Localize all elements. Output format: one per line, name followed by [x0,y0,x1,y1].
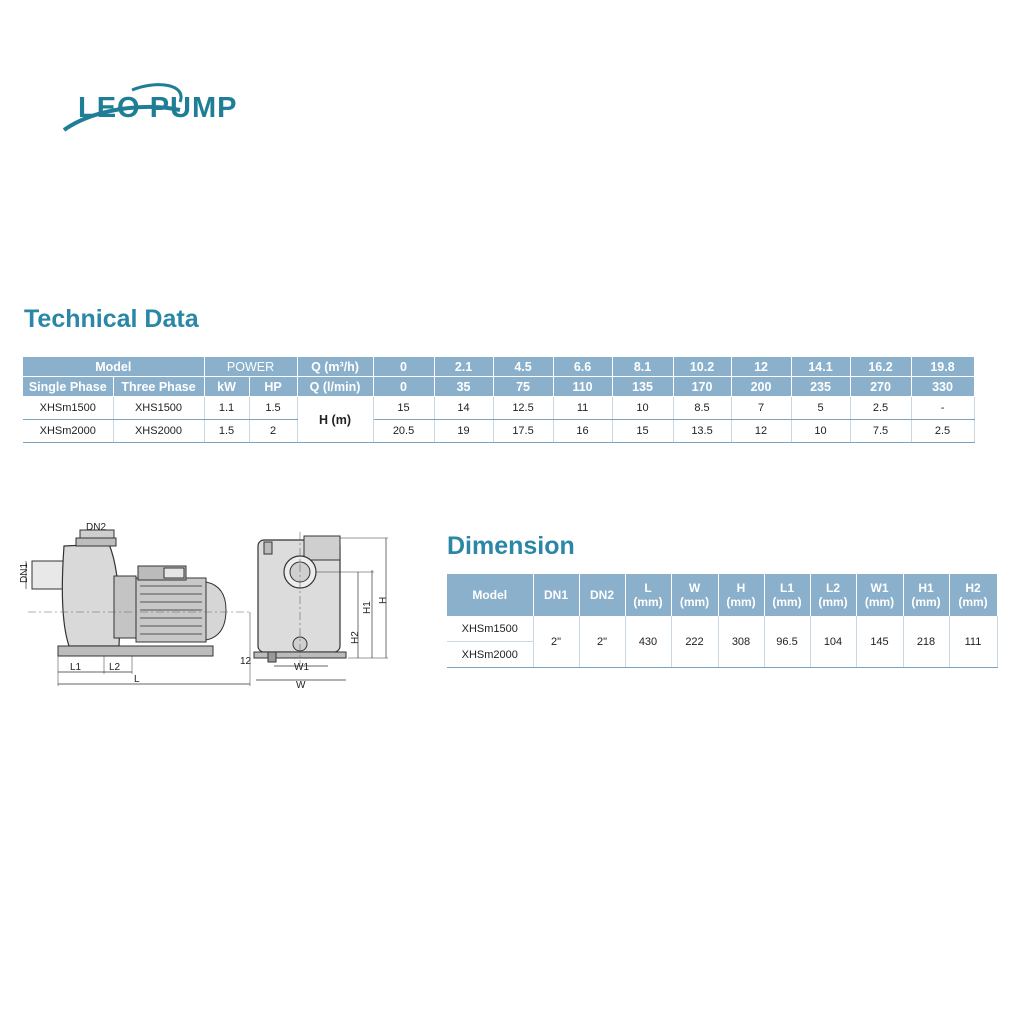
dim-header-cell: H1 (mm) [903,574,949,616]
dim-value-cell: 145 [856,616,903,668]
head-value: 15 [612,420,673,443]
flow-lmin-cell: 270 [850,377,911,397]
dim-header-cell: L (mm) [625,574,671,616]
kw-value: 1.5 [204,420,249,443]
head-value: - [911,397,974,420]
flow-lmin-cell: 235 [791,377,850,397]
dim-model-cell: XHSm2000 [447,642,533,668]
q-lmin-header: Q (l/min) [297,377,373,397]
h2-label: H2 [350,631,361,644]
three-phase-model: XHS2000 [113,420,204,443]
hp-value: 1.5 [249,397,297,420]
technical-data-table [23,357,975,443]
w1-label: W1 [294,662,309,673]
flow-m3h-cell: 0 [373,357,434,377]
height-12-label: 12 [240,656,252,667]
three-phase-header: Three Phase [113,377,204,397]
dim-header-cell: H (mm) [718,574,764,616]
head-value: 16 [553,420,612,443]
leo-pump-logo [62,80,272,136]
head-value: 17.5 [493,420,553,443]
dim-value-cell: 104 [810,616,856,668]
single-phase-model: XHSm1500 [23,397,113,420]
table-row [23,420,974,443]
dim-header-cell: DN1 [533,574,579,616]
flow-lmin-cell: 135 [612,377,673,397]
flow-m3h-cell: 10.2 [673,357,731,377]
flow-m3h-cell: 12 [731,357,791,377]
head-value: 20.5 [373,420,434,443]
dim-header-cell: DN2 [579,574,625,616]
flow-lmin-cell: 110 [553,377,612,397]
pump-front-view-drawing [238,532,398,692]
single-phase-header: Single Phase [23,377,113,397]
dim-header-cell: W (mm) [671,574,718,616]
dim-model-cell: XHSm1500 [447,616,533,642]
single-phase-model: XHSm2000 [23,420,113,443]
q-m3h-header: Q (m³/h) [297,357,373,377]
head-value: 15 [373,397,434,420]
head-value: 5 [791,397,850,420]
flow-m3h-cell: 19.8 [911,357,974,377]
hp-value: 2 [249,420,297,443]
table-row [23,397,974,420]
head-value: 7.5 [850,420,911,443]
dim-value-cell: 430 [625,616,671,668]
flow-m3h-cell: 16.2 [850,357,911,377]
dim-value-cell: 2" [533,616,579,668]
head-value: 13.5 [673,420,731,443]
flow-m3h-cell: 4.5 [493,357,553,377]
dim-header-cell: L1 (mm) [764,574,810,616]
pump-side-view-drawing [14,516,254,688]
logo-text: LEO PUMP [78,92,238,124]
technical-header-row-2 [23,377,974,397]
dim-value-cell: 96.5 [764,616,810,668]
flow-lmin-cell: 170 [673,377,731,397]
flow-m3h-cell: 8.1 [612,357,673,377]
flow-m3h-cell: 2.1 [434,357,493,377]
head-value: 2.5 [850,397,911,420]
l2-label: L2 [109,662,121,673]
kw-value: 1.1 [204,397,249,420]
h-label: H [378,596,389,604]
head-value: 8.5 [673,397,731,420]
dn1-label: DN1 [19,562,30,583]
head-value: 11 [553,397,612,420]
flow-m3h-cell: 6.6 [553,357,612,377]
flow-m3h-cell: 14.1 [791,357,850,377]
model-header: Model [23,357,204,377]
flow-lmin-cell: 200 [731,377,791,397]
head-value: 12.5 [493,397,553,420]
dim-header-cell: W1 (mm) [856,574,903,616]
head-value: 19 [434,420,493,443]
head-value: 10 [612,397,673,420]
dim-header-cell: Model [447,574,533,616]
dim-value-cell: 111 [949,616,997,668]
dim-header-cell: H2 (mm) [949,574,997,616]
dim-value-cell: 2" [579,616,625,668]
three-phase-model: XHS1500 [113,397,204,420]
dim-value-cell: 218 [903,616,949,668]
head-label: H (m) [297,397,373,443]
technical-header-row-1 [23,357,974,377]
dim-value-cell: 222 [671,616,718,668]
flow-lmin-cell: 330 [911,377,974,397]
dimension-title: Dimension [447,532,575,560]
head-value: 10 [791,420,850,443]
dim-value-cell: 308 [718,616,764,668]
head-value: 7 [731,397,791,420]
dimension-header-row [447,574,997,616]
head-value: 12 [731,420,791,443]
dimension-table [447,574,998,668]
w-label: W [296,680,306,691]
l1-label: L1 [70,662,82,673]
dn2-label: DN2 [86,522,107,533]
l-label: L [134,674,140,685]
flow-lmin-cell: 0 [373,377,434,397]
power-header: POWER [204,357,297,377]
head-value: 14 [434,397,493,420]
technical-data-title: Technical Data [24,305,199,333]
dim-header-cell: L2 (mm) [810,574,856,616]
hp-header: HP [249,377,297,397]
flow-lmin-cell: 75 [493,377,553,397]
flow-lmin-cell: 35 [434,377,493,397]
h1-label: H1 [362,601,373,614]
kw-header: kW [204,377,249,397]
table-row [447,616,997,642]
head-value: 2.5 [911,420,974,443]
